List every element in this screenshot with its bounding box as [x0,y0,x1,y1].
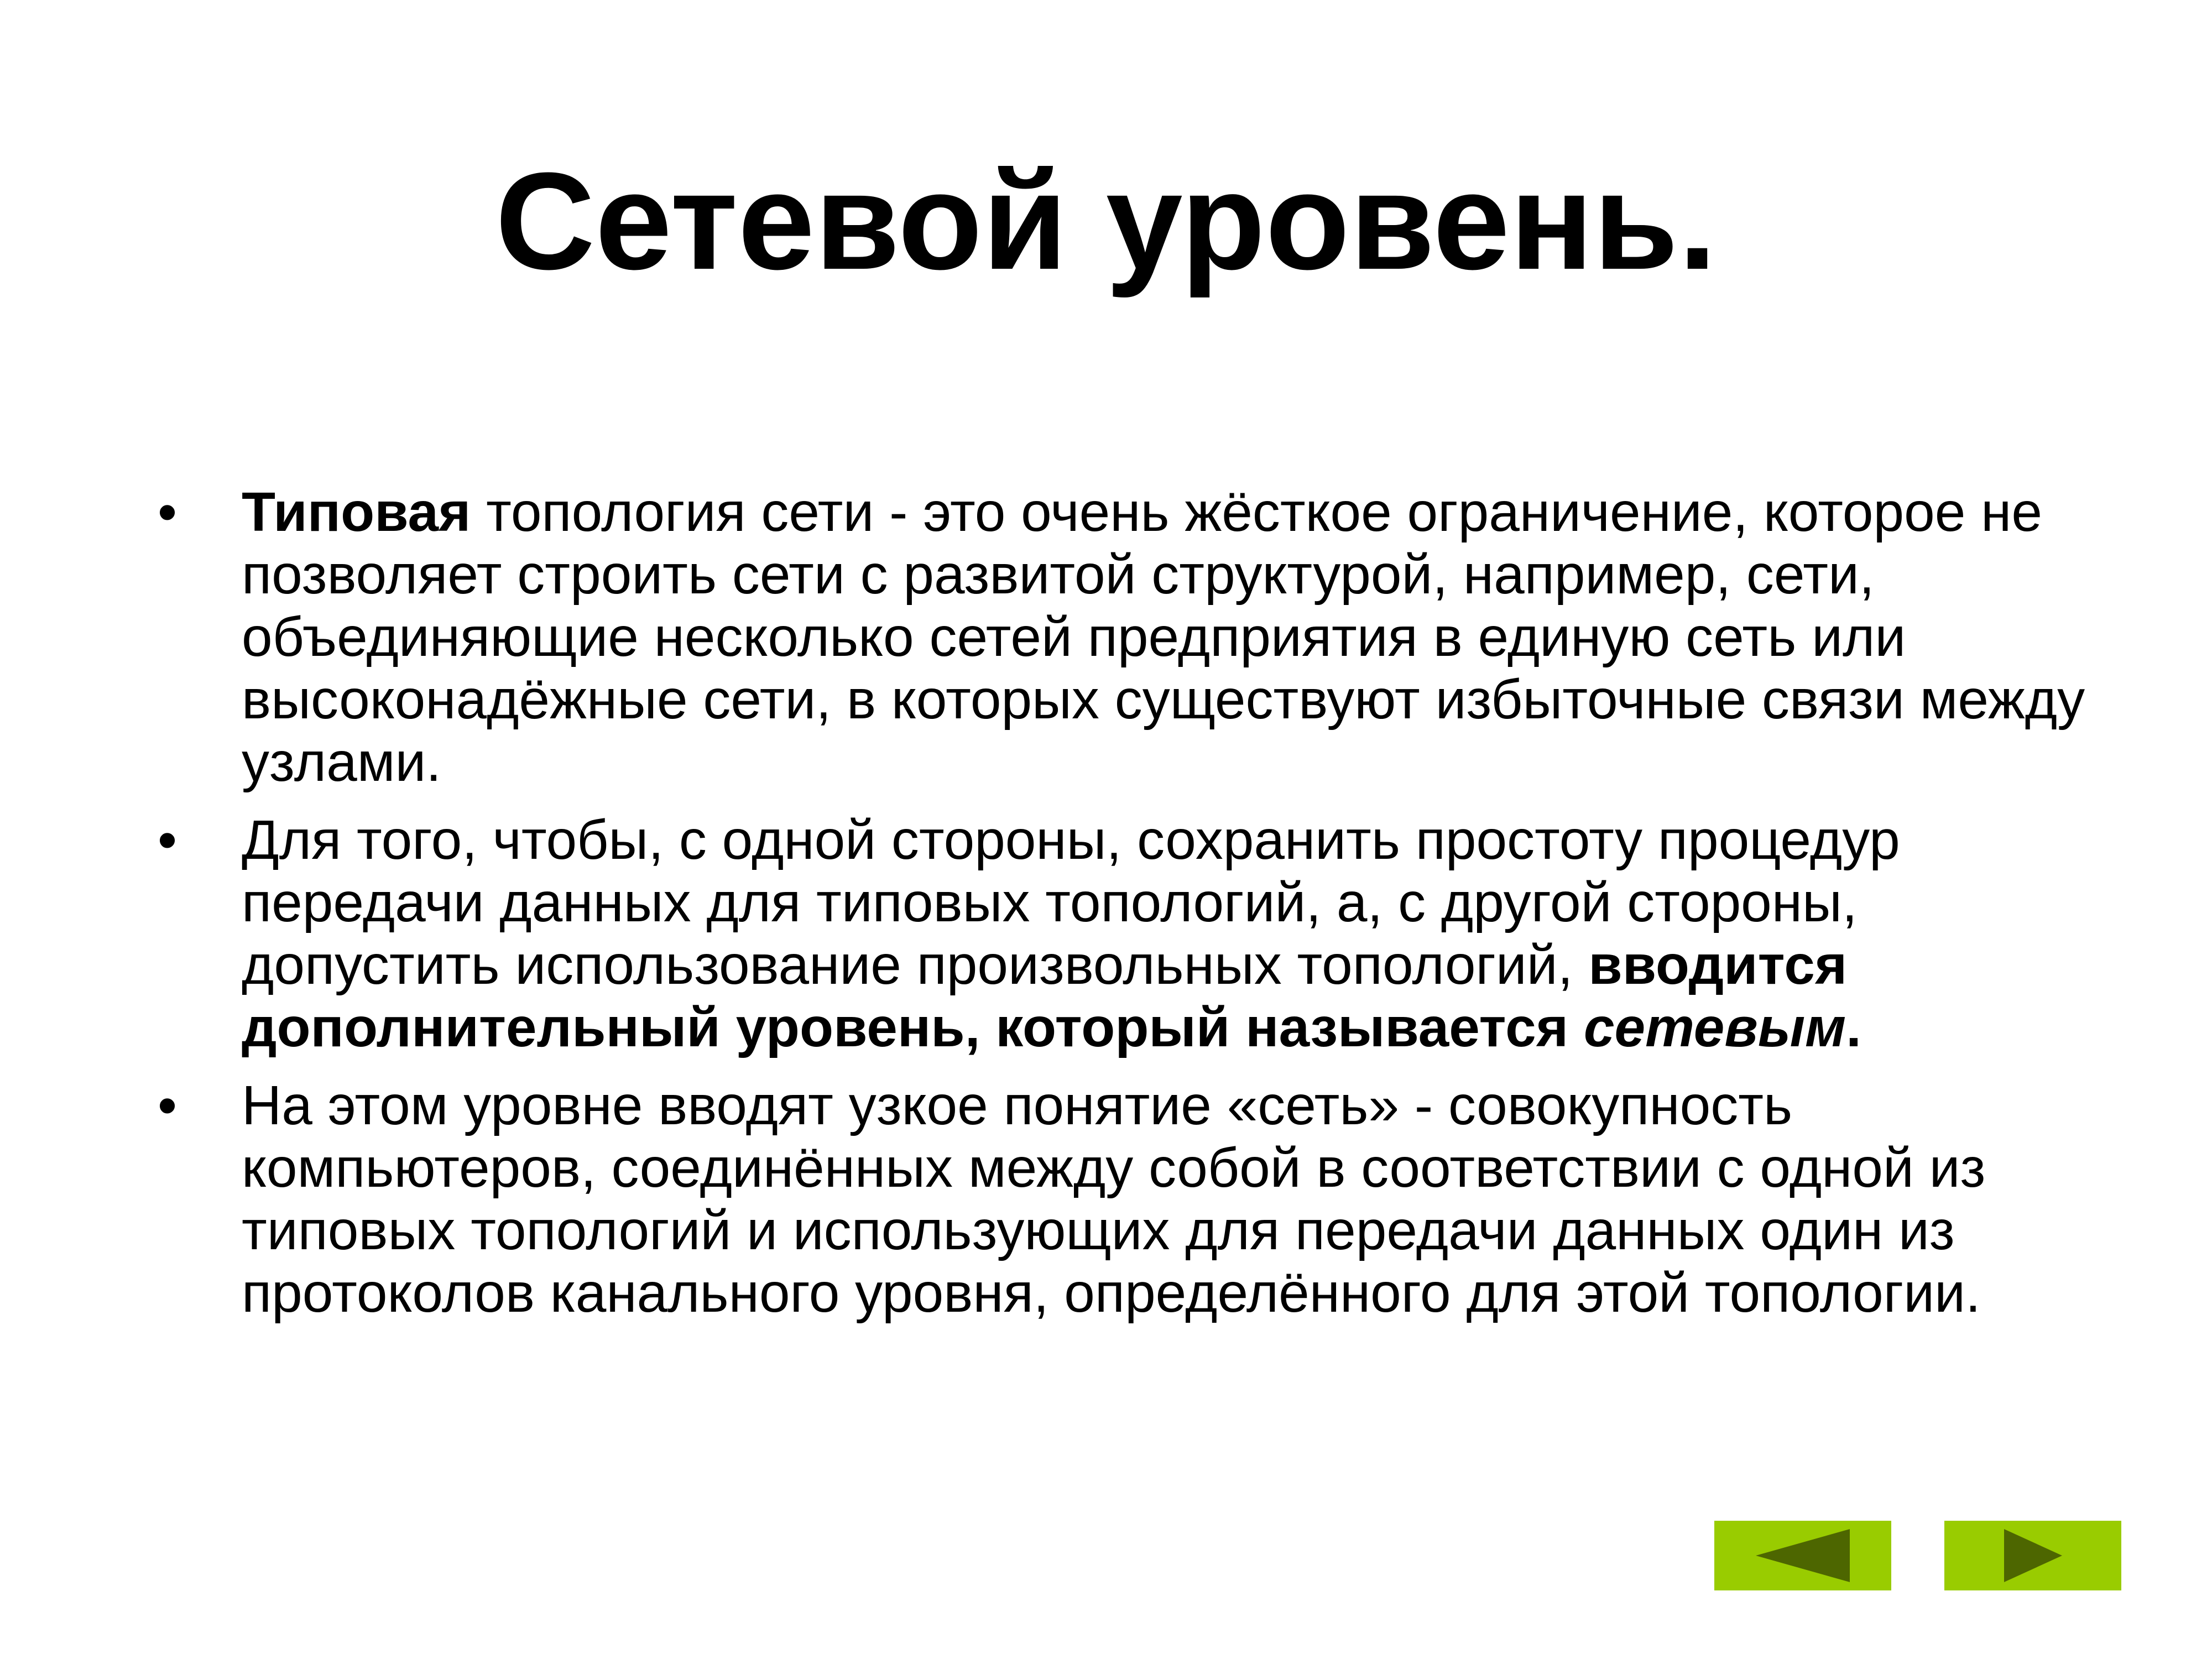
bullet-text: На этом уровне вводят узкое понятие «сеть» - совокупность компьютеров, соединённых между собой в соответствии с одной из типовых топологий и использующих для передачи данных один из протоколов канального уровня, определённого для этой топологии. [242,1074,1986,1324]
bullet-item [158,1074,2093,1324]
triangle-left-icon [1756,1529,1850,1582]
triangle-right-icon [2004,1529,2062,1582]
bullet-list [158,481,2093,1340]
next-slide-button[interactable] [1944,1521,2121,1590]
bullet-text-bold-italic: сетевым [1583,997,1846,1058]
bullet-text-bold: . [1846,997,1861,1058]
bullet-text-bold: вводится дополнительный уровень, который называется [242,934,1848,1058]
bullet-item [158,809,2093,1059]
bullet-marker: • [158,1074,178,1136]
bullet-item [158,481,2093,794]
bullet-text: топология сети - это очень жёсткое ограничение, которое не позволяет строить сети с развитой структурой, например, сети, объединяющие несколько сетей предприятия в единую сеть или высоконадёжные сети, в которых существуют избыточные связи между узлами. [242,481,2085,793]
bullet-text: Для того, чтобы, с одной стороны, сохранить простоту процедур передачи данных для типовых топологий, а, с другой стороны, допустить использование произвольных топологий, [242,809,1900,996]
bullet-marker: • [158,481,178,543]
slide-title: Сетевой уровень. [495,144,1717,298]
bullet-text-bold: Типовая [242,481,471,543]
previous-slide-button[interactable] [1714,1521,1891,1590]
bullet-marker: • [158,809,178,871]
